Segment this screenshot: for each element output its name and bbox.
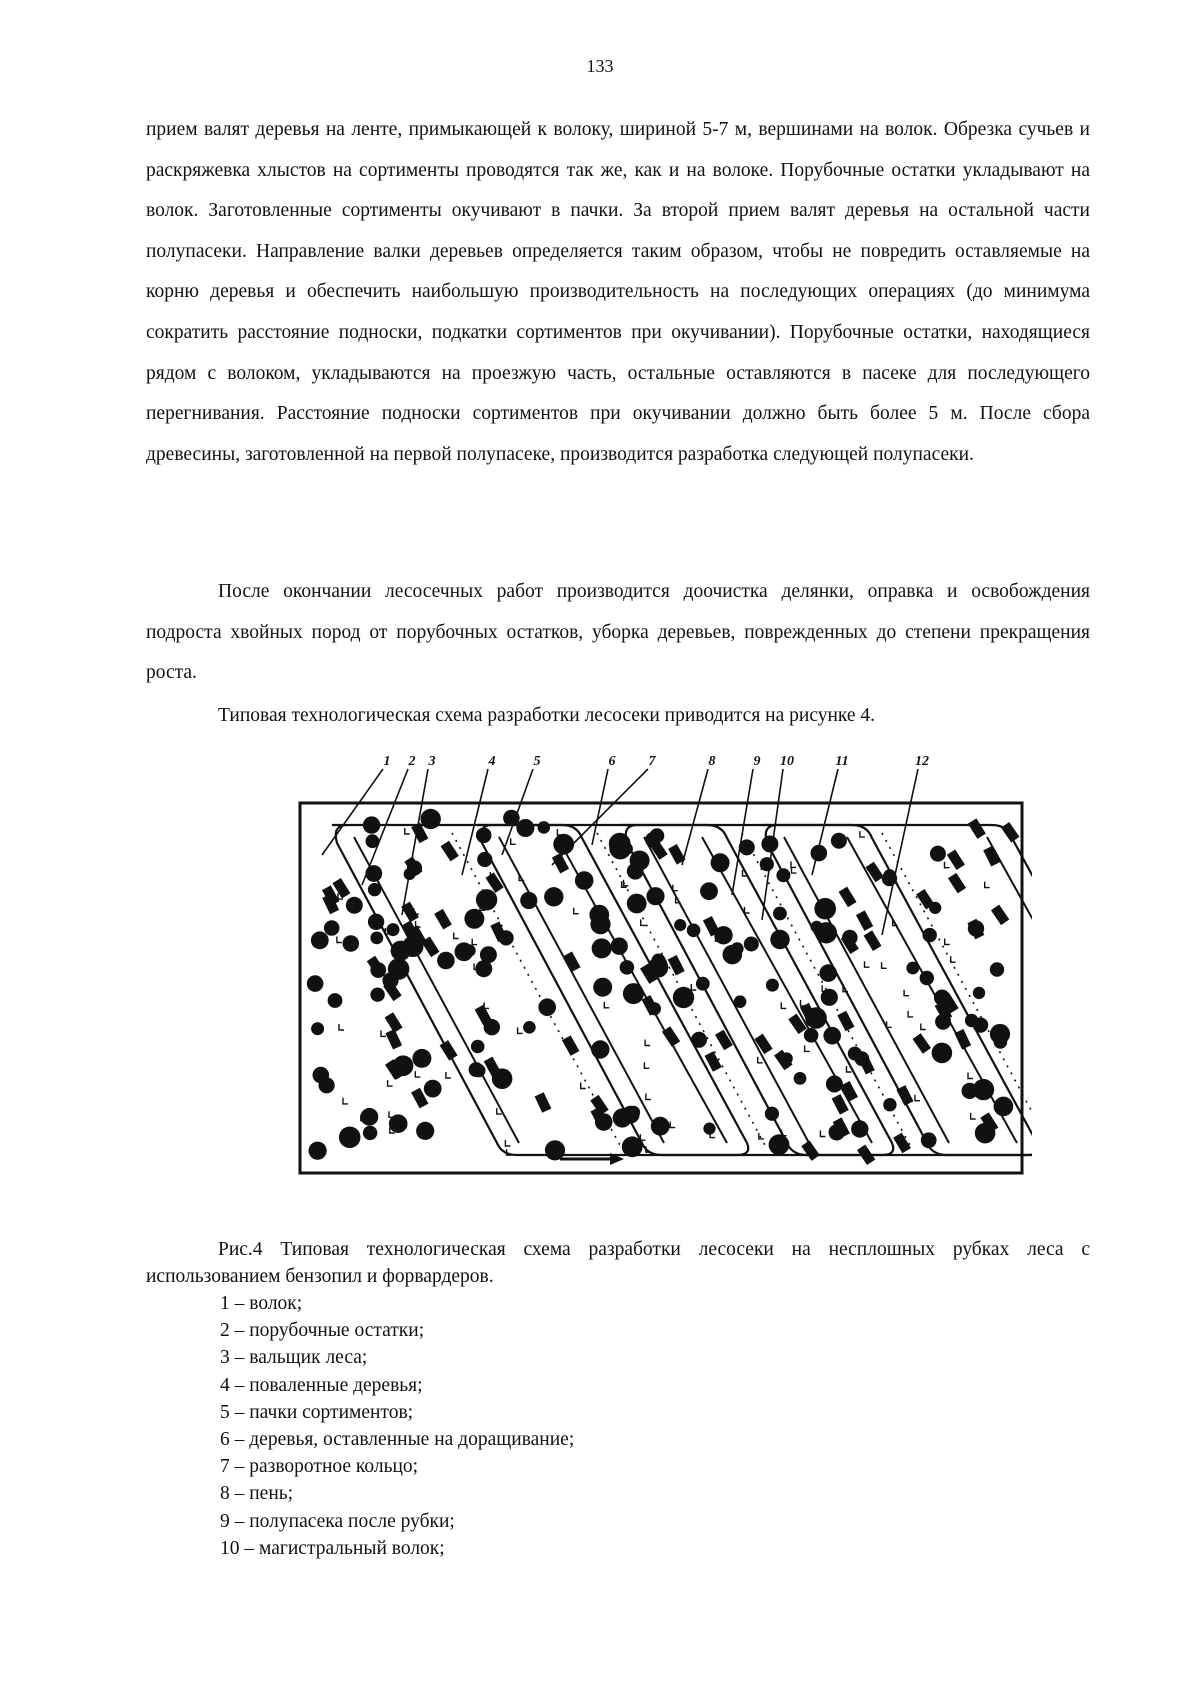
tree-mark: [906, 962, 919, 975]
tree-mark: [365, 865, 382, 882]
callout-leader-line: [812, 769, 838, 875]
legend-item: 10 – магистральный волок;: [220, 1537, 445, 1559]
felled-tree-mark: [440, 1040, 458, 1061]
stump-mark: [791, 861, 796, 867]
stump-mark: [511, 838, 516, 844]
tree-mark: [965, 1014, 978, 1027]
legend-item: 1 – волок;: [220, 1293, 303, 1314]
felled-tree-mark: [715, 1030, 733, 1051]
tree-mark: [328, 993, 343, 1008]
tree-mark: [424, 1080, 442, 1098]
stump-mark: [882, 962, 887, 968]
tree-mark: [804, 1028, 819, 1043]
tree-mark: [592, 938, 612, 958]
stump-mark: [971, 1113, 976, 1119]
tree-mark: [826, 1076, 843, 1093]
tree-mark: [769, 1134, 790, 1155]
tree-mark: [930, 846, 946, 862]
callout-label: 1: [383, 754, 391, 769]
stump-mark: [805, 1045, 810, 1051]
tree-mark: [932, 1043, 953, 1064]
callout-label: 2: [408, 754, 416, 769]
tree-mark: [760, 857, 774, 871]
callout-leader-line: [552, 769, 648, 865]
felled-tree-mark: [954, 1029, 971, 1050]
paragraph-2-text: После окончании лесосечных работ производится доочистка делянки, оправка и освобождения подроста хвойных пород от порубочных остатков, уборка деревьев, поврежденных до степени прекращения роста.: [146, 581, 1090, 684]
callout-label: 12: [915, 754, 929, 769]
callout-label: 8: [708, 754, 716, 769]
callout-leader-line: [402, 769, 428, 915]
tree-mark: [627, 894, 647, 914]
tree-mark: [823, 1027, 841, 1045]
logging-scheme-diagram: [292, 745, 1032, 1210]
tree-mark: [363, 1126, 377, 1140]
tree-mark: [734, 995, 747, 1008]
paragraph-3-text: Типовая технологическая схема разработки лесосеки приводится на рисунке 4.: [218, 705, 876, 726]
tree-mark: [814, 898, 836, 920]
tree-mark: [973, 987, 985, 999]
felled-tree-mark: [837, 1011, 854, 1032]
stump-mark: [646, 1094, 651, 1100]
legend-item: 7 – разворотное кольцо;: [220, 1456, 419, 1478]
tree-mark: [437, 952, 455, 970]
skid-trail-inner-line: [987, 837, 1032, 1143]
felled-tree-mark: [562, 1035, 580, 1056]
tree-mark: [339, 1127, 361, 1149]
felled-tree-mark: [434, 909, 452, 930]
tree-mark: [765, 1107, 779, 1121]
legend-item: 4 – поваленные деревья;: [220, 1374, 423, 1396]
tree-mark: [368, 883, 381, 896]
tree-mark: [973, 1079, 994, 1100]
tree-mark: [811, 921, 823, 933]
tree-mark: [463, 944, 475, 956]
stump-mark: [644, 1062, 649, 1068]
tree-mark: [794, 1072, 807, 1085]
stump-mark: [604, 1002, 609, 1008]
stump-mark: [415, 1071, 420, 1077]
stump-mark: [381, 1030, 386, 1036]
tree-mark: [471, 1040, 485, 1054]
stump-mark: [887, 1021, 892, 1027]
tree-mark: [545, 1140, 565, 1160]
callout-label: 7: [648, 754, 656, 769]
stump-mark: [865, 961, 870, 967]
stump-mark: [472, 939, 477, 945]
tree-mark: [416, 1122, 434, 1140]
tree-mark: [575, 871, 594, 890]
stump-mark: [388, 1080, 393, 1086]
tree-mark: [627, 1106, 640, 1119]
tree-mark: [368, 914, 384, 930]
tree-mark: [465, 913, 481, 929]
stump-mark: [446, 1072, 451, 1078]
tree-mark: [994, 1097, 1014, 1117]
tree-mark: [477, 852, 492, 867]
felled-tree-mark: [866, 862, 884, 883]
felled-tree-mark: [864, 930, 882, 951]
callout-label: 4: [488, 754, 496, 769]
paragraph-3: [146, 696, 1090, 737]
stump-mark: [505, 1140, 510, 1146]
felled-tree-mark: [668, 955, 685, 976]
legend-item: 5 – пачки сортиментов;: [220, 1401, 414, 1423]
tree-mark: [622, 1136, 643, 1157]
stump-mark: [581, 1083, 586, 1089]
felled-tree-mark: [893, 1133, 911, 1154]
skid-trail-loop: [762, 825, 1032, 1155]
callout-leader-line: [592, 769, 608, 845]
stump-mark: [518, 1027, 523, 1033]
page-number: 133: [586, 56, 614, 76]
tree-mark: [516, 819, 534, 837]
tree-mark: [421, 809, 441, 829]
felled-tree-mark: [913, 1033, 932, 1053]
stump-mark: [670, 1122, 675, 1128]
stump-mark: [339, 1024, 344, 1030]
callout-label: 9: [753, 754, 761, 769]
tree-mark: [480, 946, 497, 963]
stump-mark: [745, 907, 750, 913]
legend-item: 9 – полупасека после рубки;: [220, 1510, 455, 1532]
felled-tree-mark: [968, 818, 986, 839]
tree-mark: [412, 1049, 431, 1068]
tree-mark: [831, 833, 847, 849]
tree-mark: [311, 931, 329, 949]
tree-mark: [538, 821, 551, 834]
tree-mark: [711, 853, 730, 872]
legend-item: 6 – деревья, оставленные на доращивание;: [220, 1429, 575, 1451]
felled-tree-mark: [754, 1034, 772, 1055]
tree-mark: [538, 998, 556, 1016]
tree-mark: [761, 836, 778, 853]
tree-mark: [544, 887, 563, 906]
tree-mark: [691, 1032, 707, 1048]
felled-tree-mark: [441, 841, 459, 862]
tree-mark: [591, 1040, 609, 1058]
tree-mark: [770, 930, 789, 949]
tree-mark: [990, 962, 1004, 976]
stump-mark: [820, 1131, 825, 1137]
stump-mark: [691, 984, 696, 990]
paragraph-1-text: прием валят деревья на ленте, примыкающей к волоку, шириной 5-7 м, вершинами на волок. Обрезка сучьев и раскряжевка хлыстов на сортименты проводятся так же, как и на волоке. Порубочные остатки укладывают на волок. Заготовленные сортименты окучивают в пачки. За второй прием валят деревья на остальной части полупасеки. Направление валки деревьев определяется таким образом, чтобы не повредить оставляемые на корню деревья и обеспечить наибольшую производительность на последующих операциях (до минимума сократить расстояние подноски, подкатки сортиментов при окучивании). Порубочные остатки, находящиеся рядом с волоком, укладываются на проезжую часть, остальные оставляются в пасеке для последующего перегнивания. Расстояние подноски сортиментов при окучивании должно быть более 5 м. После сбора древесины, заготовленной на первой полупасеке, производится разработка следующей полупасеки.: [146, 119, 1090, 465]
callout-label: 3: [428, 754, 436, 769]
skid-trail-inner-line: [847, 837, 1017, 1143]
felled-tree-mark: [856, 910, 873, 931]
tree-mark: [343, 935, 360, 952]
legend-item: 3 – вальщик леса;: [220, 1347, 368, 1369]
tree-mark: [674, 919, 686, 931]
callout-label: 11: [835, 754, 849, 769]
tree-mark: [731, 942, 744, 955]
tree-mark: [370, 932, 383, 945]
tree-mark: [476, 828, 492, 844]
felled-tree-mark: [1001, 822, 1019, 842]
stump-mark: [860, 831, 865, 837]
tree-mark: [700, 882, 718, 900]
callout-label: 5: [533, 754, 541, 769]
tree-mark: [883, 1098, 896, 1111]
tree-mark: [766, 979, 779, 992]
stump-mark: [985, 882, 990, 888]
tree-mark: [923, 928, 937, 942]
tree-mark: [773, 907, 787, 921]
callout-label: 6: [608, 754, 616, 769]
tree-mark: [620, 960, 635, 975]
tree-mark: [469, 1062, 484, 1077]
tree-mark: [627, 863, 644, 880]
tree-mark: [319, 1077, 335, 1093]
tree-mark: [920, 971, 934, 985]
stump-mark: [454, 933, 459, 939]
tree-mark: [553, 834, 574, 855]
tree-mark: [696, 977, 710, 991]
felled-tree-mark: [385, 1029, 402, 1050]
paragraph-1: [146, 110, 1090, 475]
stump-mark: [641, 919, 646, 925]
tree-mark: [523, 1021, 536, 1034]
stump-mark: [908, 1011, 913, 1017]
felled-tree-mark: [948, 873, 966, 894]
figure-caption-text: Рис.4 Типовая технологическая схема разработки лесосеки на несплошных рубках леса с использованием бензопил и форвардеров.: [146, 1239, 1090, 1287]
tree-mark: [307, 975, 324, 992]
figure-caption: [146, 1236, 1090, 1290]
tree-mark: [611, 938, 628, 955]
felled-tree-mark: [947, 849, 965, 870]
felled-tree-mark: [991, 905, 1009, 926]
stump-mark: [921, 1024, 926, 1030]
tree-mark: [819, 964, 837, 982]
tree-mark: [687, 924, 701, 938]
felled-tree-mark: [535, 1092, 552, 1113]
tree-mark: [623, 983, 644, 1004]
tree-mark: [651, 1117, 670, 1136]
stump-mark: [915, 1095, 920, 1101]
stump-mark: [945, 939, 950, 945]
tree-mark: [646, 887, 664, 905]
tree-mark: [921, 1132, 937, 1148]
tree-mark: [609, 833, 631, 855]
figure-legend: [220, 1290, 574, 1562]
stump-mark: [759, 1133, 764, 1139]
tree-mark: [361, 1108, 379, 1126]
stump-mark: [645, 1040, 650, 1046]
tree-mark: [324, 920, 340, 936]
stump-mark: [904, 990, 909, 996]
legend-item: 2 – порубочные остатки;: [220, 1320, 425, 1342]
tree-mark: [311, 1022, 324, 1035]
stump-mark: [968, 1073, 973, 1079]
tree-mark: [851, 1120, 868, 1137]
tree-mark: [476, 889, 497, 910]
tree-mark: [776, 868, 790, 882]
callout-label: 10: [780, 754, 794, 769]
stump-mark: [343, 1098, 348, 1104]
tree-mark: [593, 978, 612, 997]
legend-item: 8 – пень;: [220, 1483, 294, 1505]
figure-4-scheme: [292, 745, 1032, 1210]
stump-mark: [945, 862, 950, 868]
tree-mark: [370, 988, 384, 1002]
tree-mark: [744, 937, 759, 952]
stump-mark: [405, 828, 410, 834]
felled-tree-mark: [788, 1014, 806, 1034]
tree-mark: [309, 1142, 327, 1160]
callout-leader-line: [682, 769, 708, 865]
callout-leader-line: [882, 769, 918, 935]
stump-mark: [337, 937, 342, 943]
tree-mark: [363, 816, 380, 833]
tree-mark: [346, 897, 363, 914]
felled-tree-mark: [839, 887, 857, 908]
stump-mark: [781, 1002, 786, 1008]
felled-tree-mark: [801, 1140, 820, 1160]
paragraph-2: [146, 572, 1090, 694]
stump-mark: [574, 908, 579, 914]
tree-mark: [520, 892, 537, 909]
tree-mark: [994, 1035, 1008, 1049]
